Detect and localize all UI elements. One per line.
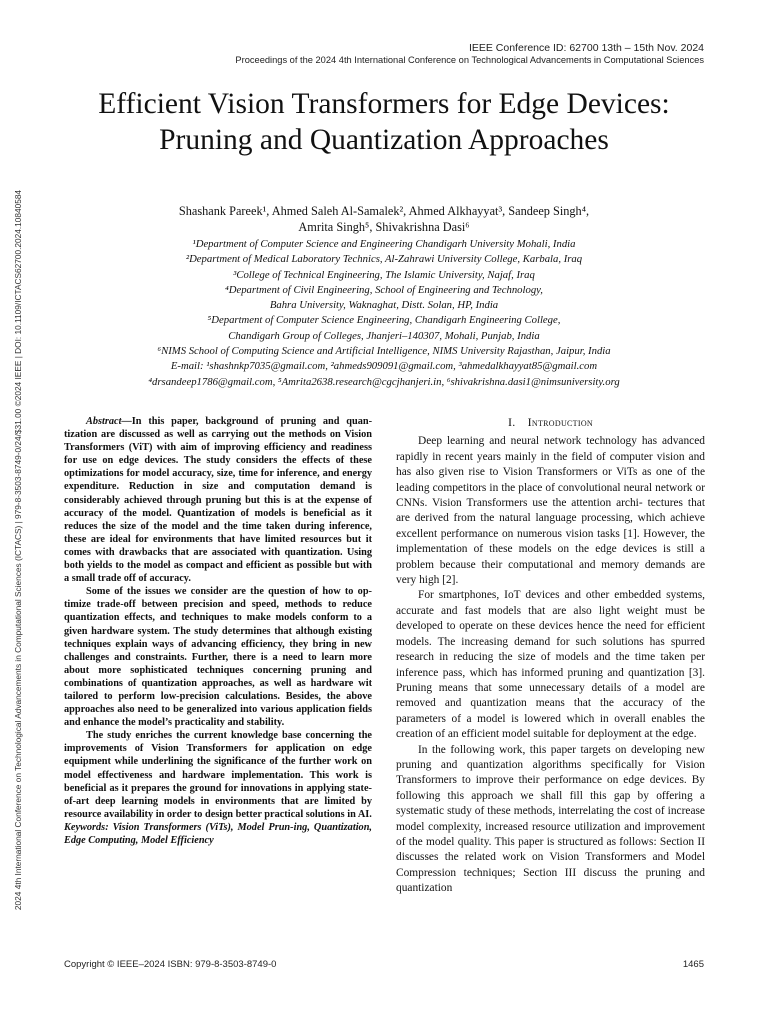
affiliation-line: ⁶NIMS School of Computing Science and Artificial Intelligence, NIMS University Rajasthan, Jaipur, India	[157, 345, 611, 358]
email-line: ⁴drsandeep1786@gmail.com, ⁵Amrita2638.research@cgcjhanjeri.in, ⁶shivakrishna.dasi1@nimsuniversity.org	[148, 375, 620, 388]
abstract-paragraph-1	[64, 415, 372, 585]
authors-line-2: Amrita Singh⁵, Shivakrishna Dasi⁶	[298, 220, 470, 234]
affiliation-line: ³College of Technical Engineering, The Islamic University, Najaf, Iraq	[233, 268, 535, 281]
affiliation-line: ²Department of Medical Laboratory Technics, Al-Zahrawi University College, Karbala, Iraq	[185, 253, 583, 266]
abstract-label: Abstract—	[86, 416, 132, 427]
abstract-paragraph-2: Some of the issues we consider are the question of how to op-timize trade-off between precision and speed, methods to reduce quantization effects, and techniques to make models conform to a given hardware system. The study determines that although existing techniques explain ways of advancing efficiency, they bring in new challenges and constraints. Further, there is a need to learn more about more sophisticated techniques concerning pruning and combinations of quantization approaches, as well as hardware wit tailored to perform low-precision calculations. Besides, the above approaches also need to be generalized into various application fields and enhance the model’s practicality and stability.	[64, 586, 372, 729]
doi-sidebar: 2024 4th International Conference on Technological Advancements in Computational Sciences (ICTACS) | 979-8-3503-8749-0/24/$31.00 ©2024 IEEE | DOI: 10.1109/ICTACS62700.2024.10840584	[13, 189, 23, 911]
affiliation-line: ⁴Department of Civil Engineering, School of Engineering and Technology,	[225, 283, 543, 296]
keywords: Keywords: Vision Transformers (ViTs), Model Prun-ing, Quantization, Edge Computing, Model Efficiency	[64, 821, 372, 846]
author-list	[40, 203, 728, 235]
conference-id-line: IEEE Conference ID: 62700 13th – 15th Nov. 2024	[468, 42, 704, 54]
affiliation-line: Chandigarh Group of Colleges, Jhanjeri–140307, Mohali, Punjab, India	[228, 329, 540, 342]
title-line-1: Efficient Vision Transformers for Edge Devices:	[98, 88, 670, 120]
intro-paragraph-2: For smartphones, IoT devices and other embedded systems, accurate and fast models that are also light weight must be developed to operate on these devices hence the need for efficient models. The increasing demand for such solutions has spurred research in reducing the size of models and the time taken per inference pass, which has informed pruning and quantization [3]. Pruning means that some unnecessary details of a model are removed and quantization means that the accuracy of the parameters of a model is lowered which in overall enables the creation of an efficient model suitable for deployment at the edge.	[396, 589, 705, 741]
affiliations	[40, 237, 728, 390]
abstract-text: In this paper, background of pruning and quan-tization are discussed as well as carrying out the methods on Vision Transformers (ViT) with aim of improving efficiency and readiness for use on edge devices. The study considers the effects of these optimizations for model accuracy, size, time for inference, and energy expenditure. Reduction in size and computation demand is considerably achieved through pruning but this is at the expense of accuracy of the model. Quantization of models is beneficial as it reduces the size of the model and the time taken during inference, these are ideal for environments that have limited resources but it comes with drawbacks that are associated with quantization. Using both yields to the model as compact and efficient as possible but with a small trade off of accuracy.	[64, 416, 372, 585]
email-line: E-mail: ¹shashnkp7035@gmail.com, ²ahmeds909091@gmail.com, ³ahmedalkhayyat85@gmail.com	[170, 360, 598, 373]
intro-paragraph-3: In the following work, this paper targets on developing new pruning and quantization algorithms specifically for Vision Transformers to improve their performance on edge devices. By following this approach we shall fill this gap by offering a systematic study of these methods, interrelating the cost of increase model complexity, increased resource utilization and improvement of the model quality. This paper is structured as follows: Section II discusses the related work on Vision Transformers and Model Compression techniques; Section III discuss the pruning and quantization	[396, 743, 705, 895]
section-number: I.	[508, 415, 516, 429]
affiliation-line: ⁵Department of Computer Science Engineering, Chandigarh Engineering College,	[207, 314, 561, 327]
page-number: 1465	[682, 959, 704, 970]
paper-title	[40, 86, 728, 158]
affiliation-line: ¹Department of Computer Science and Engineering Chandigarh University Mohali, India	[192, 238, 576, 250]
copyright-footer: Copyright © IEEE–2024 ISBN: 979-8-3503-8749-0	[64, 959, 277, 970]
proceedings-line: Proceedings of the 2024 4th International Conference on Technological Advancements in Computational Sciences	[235, 55, 704, 65]
affiliation-line: Bahra University, Waknaghat, Distt. Solan, HP, India	[269, 299, 499, 312]
introduction-column	[396, 415, 705, 897]
section-title: Introduction	[527, 415, 593, 429]
authors-line-1: Shashank Pareek¹, Ahmed Saleh Al-Samalek², Ahmed Alkhayyat³, Sandeep Singh⁴,	[178, 204, 590, 218]
abstract-column	[64, 415, 372, 847]
section-heading	[396, 415, 705, 430]
intro-paragraph-1: Deep learning and neural network technology has advanced rapidly in recent years mainly in the field of computer vision and has also given rise to Vision Transformers or ViTs as one of the leading competitors in the place of convolutional neural network or CNNs. Vision Transformers use the attention archi- tectures that are derived from the natural language processing, which achieve excellent performance on numerous vision tasks [1]. However, the implementation of these models on the edge devices is still a problem because their computational and memory demands are very high [2].	[396, 435, 705, 587]
abstract-paragraph-3: The study enriches the current knowledge base concerning the improvements of Vision Transformers for application on edge equipment while underlining the significance of the further work on model effectiveness and hardware implementation. This work is beneficial as it prepares the ground for innovations in applying state-of-art deep learning models in environments that are limited by resource availability in order to design better practical solutions in AI.	[64, 730, 372, 820]
title-line-2: Pruning and Quantization Approaches	[159, 124, 609, 156]
